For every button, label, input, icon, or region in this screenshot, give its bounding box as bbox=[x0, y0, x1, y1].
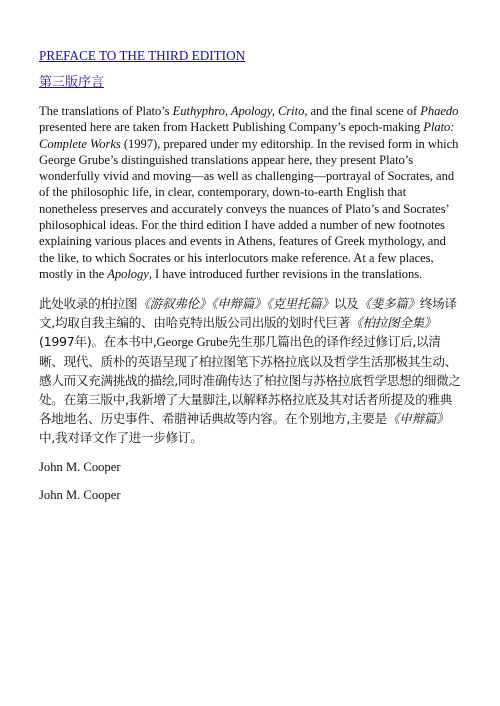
italic-title-complete-works: Plato: Complete Works bbox=[39, 120, 455, 151]
english-preface-paragraph bbox=[39, 103, 463, 282]
text-segment: 以及 bbox=[333, 296, 359, 312]
text-segment: (1997年)。在本书中, bbox=[39, 334, 157, 350]
text-segment: , and the final scene of bbox=[304, 104, 421, 118]
text-segment: 中,我对译文作了进一步修订。 bbox=[39, 430, 203, 446]
text-segment: 此处收录的柏拉图 bbox=[39, 296, 138, 312]
text-segment: presented here are taken from Hackett Publishing Company’s epoch-making bbox=[39, 120, 424, 135]
text-segment: , I have introduced further revisions in the translations. bbox=[148, 266, 423, 281]
text-segment: (1997), prepared under my editorship. In the revised form in which George Grube’s distinguished translations appear here, they present Plato’s wonderfully vivid and moving—as well as challenging—portrayal of Socrates, and of the philosophic life, in clear, contemporary, down-to-earth English that nonetheless preserves and accurately conveys the nuances of Plato’s and Socrates’ philosophical ideas. For the third edition I have added a number of new footnotes explaining various places and events in Athens, features of Greek mythology, and the like, to which Socrates or his interlocutors make reference. At a few places, mostly in the bbox=[39, 136, 459, 281]
translator-name: George Grube bbox=[156, 335, 229, 350]
preface-title-link-chinese[interactable]: 第三版序言 bbox=[39, 75, 105, 90]
document-page bbox=[39, 48, 463, 515]
text-segment: 先生那几篇出色的译作经过修订后,以清晰、现代、质朴的英语呈现了柏拉图笔下苏格拉底以及哲学生活那极其生动、感人而又充满挑战的描绘,同时准确传达了柏拉图与苏格拉底哲学思想的细微之处。在第三版中,我新增了大量脚注,以解释苏格拉底及其对话者所提及的雅典各地地名、历史事件、希腊神话典故等内容。在个别地方,主要是 bbox=[39, 334, 461, 427]
author-signature: John M. Cooper bbox=[39, 488, 121, 503]
chinese-preface-paragraph bbox=[39, 294, 463, 447]
text-segment: The translations of Plato’s bbox=[39, 104, 173, 118]
italic-title-apology: Apology bbox=[107, 266, 149, 281]
preface-title-link-english[interactable]: PREFACE TO THE THIRD EDITION bbox=[39, 48, 246, 63]
italic-title-euthyphro-apology-crito: Euthyphro, Apology, Crito bbox=[172, 104, 305, 118]
italic-title-phaedo: Phaedo bbox=[420, 104, 459, 118]
italic-title-group: 《游叙弗伦》《申辩篇》《克里托篇》 bbox=[137, 296, 334, 312]
text-segment: 终场译文,均取自我主编的、由哈克特出版公司出版的划时代巨著 bbox=[39, 296, 457, 331]
italic-title-phaedo-zh: 《斐多篇》 bbox=[358, 296, 420, 312]
author-signature: John M. Cooper bbox=[39, 460, 121, 475]
italic-title-apology-zh: 《申辩篇》 bbox=[386, 411, 449, 427]
italic-title-complete-works-zh: 《柏拉图全集》 bbox=[350, 315, 437, 331]
